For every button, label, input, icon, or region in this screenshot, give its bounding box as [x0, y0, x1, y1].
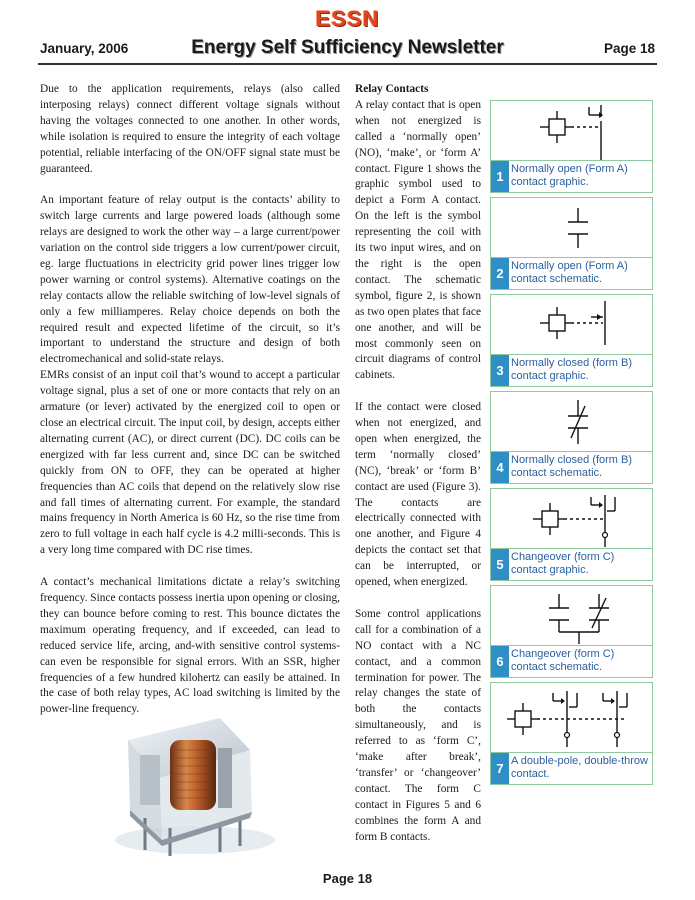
form-b-schematic-icon: [491, 392, 652, 453]
left-column: [40, 82, 340, 734]
figure-number: 2: [491, 258, 509, 289]
figure-2-panel: [490, 197, 653, 290]
caption-text: Normally open (Form A) contact schematic.: [511, 260, 628, 285]
paragraph: EMRs consist of an input coil that’s wound to accept a particular voltage signal, plus a set of one or more contacts that rely on an armature (or lever) activated by the energized coil to open or close an electrical circuit. The input coil, by design, accepts either alternating current (AC), or direct current (DC). DC coils can be energized with far less current and, since DC can be switched quickly from ON to OFF, they can be operated at higher frequencies than AC coils that depend on the relatively slow rise and fall times of alternating current. For example, the standard mains frequency in North America is 60 Hz, so the rise time from zero to full voltage in each half cycle is 4.2 milli-seconds. This is a very long time compared with DC rise times.: [40, 369, 340, 557]
figure-caption: [491, 645, 652, 677]
footer-page-number: Page 18: [322, 871, 373, 886]
dpdt-graphic-icon: [491, 683, 652, 754]
issue-date: January, 2006: [40, 41, 129, 56]
figure-caption: [491, 451, 652, 483]
figure-7-panel: [490, 682, 653, 785]
figure-number: 3: [491, 355, 509, 386]
relay-photo-icon: [100, 700, 287, 860]
paragraph: Some control applications call for a combination of a NO contact with a NC contact, and a common termination for power. The relay changes the state of both the contacts simultaneously, and is referred to as ‘form C’, ‘make after break’, ‘transfer’ or ‘changeover’ contact. The form C contact in Figures 5 and 6 combines the form A and form B contacts.: [355, 607, 481, 843]
figure-5-panel: [490, 488, 653, 581]
caption-text: Changeover (form C) contact schematic.: [511, 648, 615, 673]
caption-text: Normally closed (form B) contact graphic.: [511, 357, 633, 382]
figure-caption: [491, 548, 652, 580]
figure-caption: [491, 257, 652, 289]
caption-text: Changeover (form C) contact graphic.: [511, 551, 615, 576]
figure-number: 4: [491, 452, 509, 483]
figure-caption: [491, 160, 652, 192]
form-c-graphic-icon: [491, 489, 652, 550]
form-a-graphic-icon: [491, 101, 652, 162]
figure-number: 1: [491, 161, 509, 192]
paragraph: A contact’s mechanical limitations dictate a relay’s switching frequency. Since contacts possess inertia upon opening or closing, they can bounce before coming to rest. This bounce dictates the maximum operating frequency, and if exceeded, can lead to reduced service life, arcing, and-with sensitive control systems- can even be responsible for signal errors. With an SSR, higher frequencies of a few hundred kilohertz can easily be attained. In the case of both relay types, AC load switching is limited by the power-line frequency.: [40, 576, 340, 716]
figure-caption: [491, 752, 652, 784]
figure-3-panel: [490, 294, 653, 387]
figure-caption: [491, 354, 652, 386]
paragraph: If the contact were closed when not energized, and open when energized, the term ‘normally closed’ (NC), ‘break’ or ‘form B’ contact are used (Figure 3). The contacts are electrically connected with one another, and Figure 4 depicts the contact set that can be interrupted, or opened, when energized.: [355, 401, 481, 589]
paragraph: Due to the application requirements, relays (also called interposing relays) connect different voltage signals without having the voltages connected to one another. In other words, while isolation is required to ensure the integrity of each voltage potential, reliable interfacing of the ON/OFF signal state must be guaranteed.: [40, 83, 340, 175]
figure-1-panel: [490, 100, 653, 193]
paragraph: A relay contact that is open when not energized is called a ‘normally open’ (NO), ‘make’, or ‘form A’ contact. Figure 1 shows the graphic symbol used to depict a Form A contact. On the left is the symbol representing the coil with its two input wires, and on the right is the open contact. The schematic symbol, figure 2, is shown as two open plates that face one another, and will be most commonly seen on circuit diagrams of control cabinets.: [355, 98, 481, 382]
paragraph: An important feature of relay output is the contacts’ ability to switch large currents and large powered loads (although some relays are designed to work the other way – a large current/power variation on the control side triggers a low current/power circuit, eg. large fluctuations in electricity grid power lines trigger low power warning or control systems). Alternative coatings on the relay contacts allow the reliable switching of low-level signals of only a few milliamperes. Relay choice depends on both the required result and expected lifetime of the circuit, so it’s important to understand the structure and design of both electromechanical and solid-state relays.: [40, 194, 340, 366]
newsletter-title: Energy Self Sufficiency Newsletter: [191, 37, 504, 58]
caption-text: Normally open (Form A) contact graphic.: [511, 163, 628, 188]
form-c-schematic-icon: [491, 586, 652, 647]
caption-text: A double-pole, double-throw contact.: [511, 755, 648, 780]
essn-logo: ESSN: [315, 6, 380, 31]
caption-text: Normally closed (form B) contact schematic.: [511, 454, 633, 479]
form-a-schematic-icon: [491, 198, 652, 259]
header-rule: [38, 63, 657, 65]
header-page-number: Page 18: [603, 41, 655, 56]
figure-4-panel: [490, 391, 653, 484]
middle-column: [355, 82, 481, 861]
figure-number: 7: [491, 753, 509, 784]
form-b-graphic-icon: [491, 295, 652, 356]
figure-number: 6: [491, 646, 509, 677]
figure-number: 5: [491, 549, 509, 580]
section-heading: Relay Contacts: [355, 83, 429, 95]
figure-6-panel: [490, 585, 653, 678]
